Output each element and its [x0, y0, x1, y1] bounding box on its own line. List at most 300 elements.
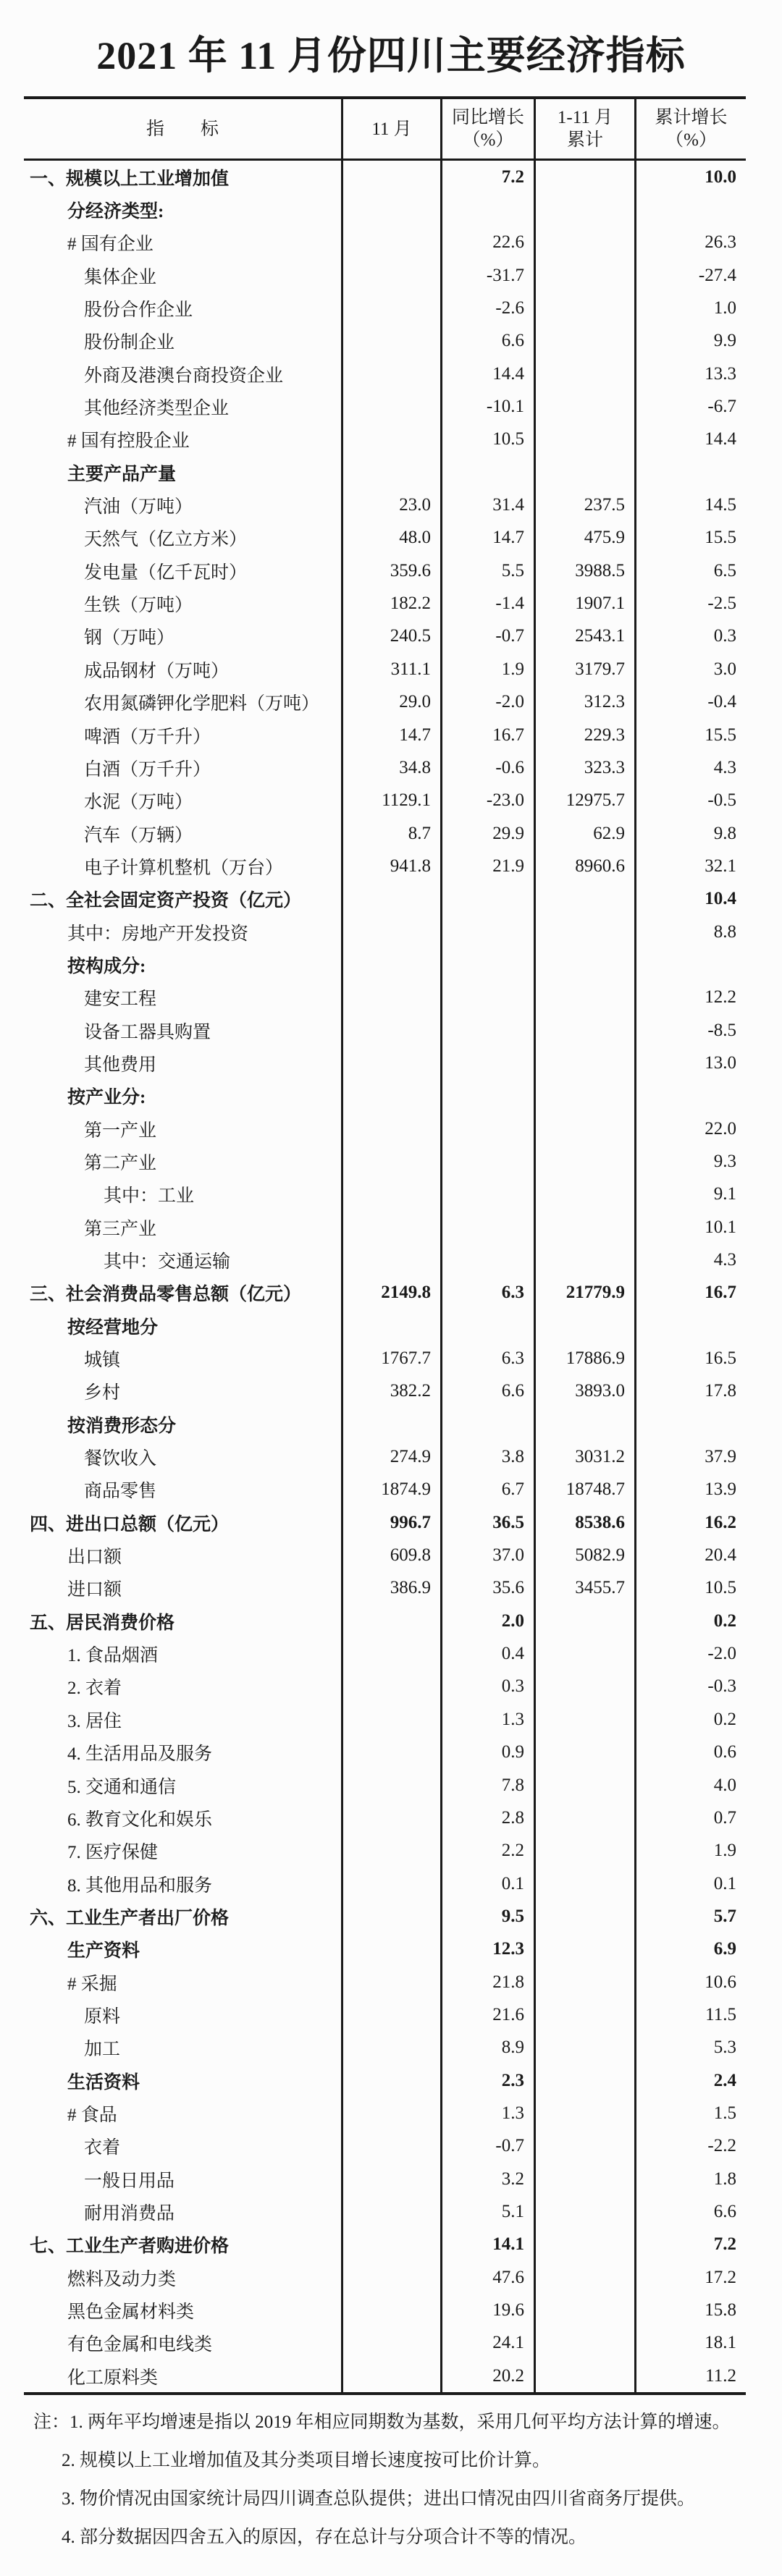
indicator-label: 一般日用品: [84, 2171, 175, 2191]
value-cell: 5.3: [634, 2032, 746, 2064]
indicator-label: 按产业分:: [67, 1088, 146, 1108]
value-cell: [534, 948, 634, 981]
value-cell: [534, 2261, 634, 2294]
table-row: [24, 1539, 746, 1571]
table-row: [24, 1145, 746, 1178]
value-cell: 29.9: [440, 817, 534, 850]
indicator-label: 按消费形态分: [67, 1416, 177, 1436]
table-row: [24, 1440, 746, 1473]
table-row: [24, 1243, 746, 1276]
value-cell: 14.5: [634, 489, 746, 521]
indicator-label: 其中：房地产开发投资: [67, 924, 249, 944]
value-cell: [341, 2327, 440, 2360]
value-cell: 1907.1: [534, 587, 634, 620]
value-cell: 996.7: [341, 1506, 440, 1539]
value-cell: [341, 1736, 440, 1769]
indicator-label: 黑色金属材料类: [67, 2302, 195, 2323]
table-row: [24, 1802, 746, 1834]
indicator-label: 7. 医疗保健: [67, 1843, 159, 1863]
value-cell: [341, 1145, 440, 1178]
value-cell: [341, 2163, 440, 2195]
value-cell: 475.9: [534, 522, 634, 554]
indicator-label: # 国有企业: [67, 235, 154, 255]
value-cell: [534, 883, 634, 916]
indicator-label: 成品钢材（万吨）: [84, 661, 230, 681]
indicator-label: 按构成分:: [67, 956, 146, 976]
header-cell-yoy-growth: [440, 99, 534, 159]
value-cell: [534, 2327, 634, 2360]
table-row: [24, 259, 746, 292]
table-row: [24, 325, 746, 358]
table-row: [24, 423, 746, 456]
value-cell: 47.6: [440, 2261, 534, 2294]
value-cell: 36.5: [440, 1506, 534, 1539]
value-cell: [341, 1080, 440, 1112]
value-cell: 17.8: [634, 1375, 746, 1408]
value-cell: [341, 1900, 440, 1933]
value-cell: -1.4: [440, 587, 534, 620]
value-cell: 2.0: [440, 1605, 534, 1637]
value-cell: [440, 1408, 534, 1440]
value-cell: 6.6: [440, 325, 534, 358]
table-row: [24, 916, 746, 948]
note-text: 1. 两年平均增速是指以 2019 年相应同期数为基数，采用几何平均方法计算的增速。: [70, 2412, 731, 2432]
table-row: [24, 1506, 746, 1539]
value-cell: [341, 2195, 440, 2228]
value-cell: [440, 981, 534, 1014]
value-cell: [534, 1112, 634, 1145]
value-cell: [534, 1047, 634, 1079]
table-row: [24, 620, 746, 653]
value-cell: [341, 2097, 440, 2129]
value-cell: 15.8: [634, 2294, 746, 2326]
table-row: [24, 1637, 746, 1670]
table-row: [24, 1112, 746, 1145]
value-cell: [534, 1998, 634, 2031]
value-cell: 16.2: [634, 1506, 746, 1539]
value-cell: -2.2: [634, 2130, 746, 2163]
value-cell: -6.7: [634, 390, 746, 423]
value-cell: 1874.9: [341, 1474, 440, 1506]
value-cell: [634, 948, 746, 981]
header-cum-line1: 1-11 月: [557, 108, 613, 127]
value-cell: [440, 193, 534, 226]
indicator-label: 一、规模以上工业增加值: [30, 169, 230, 189]
table-row: [24, 1933, 746, 1966]
value-cell: [341, 1835, 440, 1867]
value-cell: 5.7: [634, 1900, 746, 1933]
indicator-label: 其他费用: [84, 1055, 157, 1075]
value-cell: 182.2: [341, 587, 440, 620]
value-cell: [341, 292, 440, 324]
value-cell: [341, 1408, 440, 1440]
value-cell: 20.4: [634, 1539, 746, 1571]
indicator-label: 餐饮收入: [84, 1449, 157, 1469]
header-month-label: 11 月: [371, 119, 412, 139]
value-cell: 6.7: [440, 1474, 534, 1506]
table-row: [24, 554, 746, 587]
value-cell: [341, 1605, 440, 1637]
value-cell: 17.2: [634, 2261, 746, 2294]
value-cell: 10.5: [440, 423, 534, 456]
table-row: [24, 1769, 746, 1802]
indicator-label: 水泥（万吨）: [84, 793, 193, 813]
header-cell-cumulative: [534, 99, 634, 159]
header-cell-cumulative-growth: [634, 99, 746, 159]
table-header: [24, 99, 746, 161]
value-cell: 10.0: [634, 161, 746, 193]
value-cell: [440, 1178, 534, 1211]
table-row: [24, 1998, 746, 2031]
value-cell: 237.5: [534, 489, 634, 521]
table-row: [24, 1375, 746, 1408]
indicator-label: 股份合作企业: [84, 300, 193, 321]
notes: [33, 2403, 731, 2556]
value-cell: [534, 358, 634, 390]
value-cell: 6.6: [634, 2195, 746, 2228]
value-cell: 11.5: [634, 1998, 746, 2031]
header-cumgrowth-line2: （%）: [665, 130, 717, 150]
value-cell: 2543.1: [534, 620, 634, 653]
value-cell: 8.7: [341, 817, 440, 850]
header-cell-month: [341, 99, 440, 159]
table-row: [24, 587, 746, 620]
value-cell: 35.6: [440, 1572, 534, 1605]
value-cell: -0.3: [634, 1671, 746, 1703]
table-row: [24, 1867, 746, 1900]
value-cell: 0.7: [634, 1802, 746, 1834]
value-cell: [341, 1933, 440, 1966]
indicator-label: 主要产品产量: [67, 464, 177, 484]
value-cell: -0.4: [634, 686, 746, 719]
value-cell: 1.9: [440, 653, 534, 685]
value-cell: [534, 2294, 634, 2326]
value-cell: [341, 193, 440, 226]
value-cell: 22.0: [634, 1112, 746, 1145]
table-row: [24, 785, 746, 817]
value-cell: [534, 2229, 634, 2261]
indicator-label: 第三产业: [84, 1219, 157, 1239]
value-cell: 1.9: [634, 1835, 746, 1867]
value-cell: [341, 2229, 440, 2261]
indicator-label: 进口额: [67, 1580, 122, 1600]
note-prefix: 注：: [33, 2412, 70, 2432]
value-cell: 6.9: [634, 1933, 746, 1966]
value-cell: 8538.6: [534, 1506, 634, 1539]
value-cell: 29.0: [341, 686, 440, 719]
indicator-label: # 采掘: [67, 1974, 117, 1994]
value-cell: 7.2: [634, 2229, 746, 2261]
table-row: [24, 686, 746, 719]
table-row: [24, 1474, 746, 1506]
indicator-label: 建安工程: [84, 989, 157, 1010]
indicator-label: 二、全社会固定资产投资（亿元）: [30, 891, 302, 911]
table-row: [24, 1277, 746, 1309]
indicator-label: 城镇: [84, 1351, 121, 1371]
value-cell: 7.2: [440, 161, 534, 193]
value-cell: 10.4: [634, 883, 746, 916]
note-line: 3. 物价情况由国家统计局四川调查总队提供；进出口情况由四川省商务厅提供。: [62, 2489, 696, 2509]
table-row: [24, 2327, 746, 2360]
table-row: [24, 2294, 746, 2326]
value-cell: [534, 259, 634, 292]
table-row: [24, 850, 746, 882]
table-row: [24, 227, 746, 259]
value-cell: 6.3: [440, 1277, 534, 1309]
table-row: [24, 2261, 746, 2294]
value-cell: 24.1: [440, 2327, 534, 2360]
indicator-label: 4. 生活用品及服务: [67, 1744, 213, 1765]
value-cell: 5.5: [440, 554, 534, 587]
value-cell: 21.8: [440, 1966, 534, 1998]
value-cell: [341, 325, 440, 358]
value-cell: -2.6: [440, 292, 534, 324]
value-cell: [341, 1309, 440, 1342]
indicator-label: 加工: [84, 2040, 121, 2060]
value-cell: [440, 1080, 534, 1112]
indicator-label: 钢（万吨）: [84, 628, 175, 649]
indicator-label: 按经营地分: [67, 1317, 159, 1338]
value-cell: 9.8: [634, 817, 746, 850]
indicator-label: 耐用消费品: [84, 2203, 175, 2224]
table-row: [24, 2360, 746, 2392]
value-cell: 15.5: [634, 719, 746, 751]
value-cell: 3893.0: [534, 1375, 634, 1408]
table-row: [24, 751, 746, 784]
value-cell: 2149.8: [341, 1277, 440, 1309]
value-cell: 3031.2: [534, 1440, 634, 1473]
value-cell: [534, 456, 634, 489]
value-cell: [341, 1671, 440, 1703]
indicator-label: 其中：工业: [104, 1186, 195, 1207]
value-cell: [534, 1769, 634, 1802]
value-cell: 3.0: [634, 653, 746, 685]
value-cell: 6.5: [634, 554, 746, 587]
value-cell: [440, 1243, 534, 1276]
value-cell: 10.5: [634, 1572, 746, 1605]
indicator-label: 五、居民消费价格: [30, 1613, 175, 1633]
value-cell: 274.9: [341, 1440, 440, 1473]
value-cell: [534, 1802, 634, 1834]
value-cell: 5.1: [440, 2195, 534, 2228]
value-cell: 8.8: [634, 916, 746, 948]
value-cell: -23.0: [440, 785, 534, 817]
value-cell: [341, 1637, 440, 1670]
indicators-table-body: [24, 161, 746, 2392]
value-cell: 17886.9: [534, 1342, 634, 1374]
value-cell: [534, 423, 634, 456]
indicators-table: [24, 96, 746, 2395]
table-row: [24, 1309, 746, 1342]
indicator-label: 生活资料: [67, 2072, 140, 2093]
value-cell: 2.8: [440, 1802, 534, 1834]
value-cell: 12.3: [440, 1933, 534, 1966]
value-cell: [534, 1243, 634, 1276]
value-cell: [534, 1933, 634, 1966]
value-cell: 382.2: [341, 1375, 440, 1408]
value-cell: 1.3: [440, 2097, 534, 2129]
value-cell: [341, 1703, 440, 1736]
value-cell: 34.8: [341, 751, 440, 784]
value-cell: 31.4: [440, 489, 534, 521]
indicator-label: 乡村: [84, 1383, 121, 1403]
table-row: [24, 390, 746, 423]
indicator-label: 1. 食品烟酒: [67, 1646, 159, 1666]
value-cell: 386.9: [341, 1572, 440, 1605]
value-cell: 18748.7: [534, 1474, 634, 1506]
value-cell: [534, 1178, 634, 1211]
value-cell: [341, 2261, 440, 2294]
value-cell: 32.1: [634, 850, 746, 882]
value-cell: -2.0: [440, 686, 534, 719]
value-cell: [634, 456, 746, 489]
value-cell: [341, 948, 440, 981]
table-row: [24, 653, 746, 685]
indicator-label: 衣着: [84, 2138, 121, 2158]
indicator-label: 股份制企业: [84, 333, 175, 353]
value-cell: 16.7: [634, 1277, 746, 1309]
indicator-label: 生铁（万吨）: [84, 596, 193, 616]
value-cell: 8960.6: [534, 850, 634, 882]
value-cell: 37.0: [440, 1539, 534, 1571]
value-cell: [634, 193, 746, 226]
value-cell: [534, 1703, 634, 1736]
value-cell: -0.6: [440, 751, 534, 784]
value-cell: 9.3: [634, 1145, 746, 1178]
value-cell: [341, 2130, 440, 2163]
value-cell: [534, 161, 634, 193]
value-cell: 20.2: [440, 2360, 534, 2392]
value-cell: [534, 1211, 634, 1243]
value-cell: [341, 161, 440, 193]
table-row: [24, 1671, 746, 1703]
value-cell: 10.6: [634, 1966, 746, 1998]
table-row: [24, 1014, 746, 1047]
value-cell: 1767.7: [341, 1342, 440, 1374]
table-row: [24, 2064, 746, 2097]
value-cell: [341, 1867, 440, 1900]
value-cell: [341, 1966, 440, 1998]
note-line: 2. 规模以上工业增加值及其分类项目增长速度按可比价计算。: [62, 2451, 551, 2470]
value-cell: [534, 1835, 634, 1867]
indicator-label: 化工原料类: [67, 2368, 159, 2388]
value-cell: [534, 1014, 634, 1047]
value-cell: 3.8: [440, 1440, 534, 1473]
value-cell: [534, 2163, 634, 2195]
value-cell: [534, 1145, 634, 1178]
value-cell: 0.1: [440, 1867, 534, 1900]
value-cell: 11.2: [634, 2360, 746, 2392]
value-cell: [634, 1080, 746, 1112]
value-cell: [534, 981, 634, 1014]
table-row: [24, 883, 746, 916]
table-row: [24, 1703, 746, 1736]
value-cell: 23.0: [341, 489, 440, 521]
indicator-label: 农用氮磷钾化学肥料（万吨）: [84, 694, 320, 714]
value-cell: [534, 1605, 634, 1637]
table-row: [24, 1605, 746, 1637]
value-cell: 1129.1: [341, 785, 440, 817]
value-cell: [440, 1211, 534, 1243]
indicator-label: 啤酒（万千升）: [84, 727, 211, 747]
value-cell: 13.3: [634, 358, 746, 390]
indicator-label: 其他经济类型企业: [84, 399, 230, 419]
table-row: [24, 1572, 746, 1605]
value-cell: [534, 193, 634, 226]
page-title: 2021 年 11 月份四川主要经济指标: [96, 34, 686, 77]
table-row: [24, 1736, 746, 1769]
value-cell: [440, 1047, 534, 1079]
value-cell: 18.1: [634, 2327, 746, 2360]
header-cumgrowth-line1: 累计增长: [655, 108, 728, 127]
table-row: [24, 2229, 746, 2261]
table-row: [24, 161, 746, 193]
indicator-label: 2. 衣着: [67, 1678, 122, 1699]
value-cell: 4.0: [634, 1769, 746, 1802]
value-cell: 12975.7: [534, 785, 634, 817]
value-cell: [341, 1769, 440, 1802]
table-row: [24, 358, 746, 390]
note-line: 4. 部分数据因四舍五入的原因，存在总计与分项合计不等的情况。: [62, 2528, 587, 2547]
table-row: [24, 456, 746, 489]
value-cell: -0.7: [440, 620, 534, 653]
indicator-label: 发电量（亿千瓦时）: [84, 562, 248, 583]
value-cell: [341, 2064, 440, 2097]
value-cell: 19.6: [440, 2294, 534, 2326]
value-cell: 21.6: [440, 1998, 534, 2031]
value-cell: 2.2: [440, 1835, 534, 1867]
value-cell: [341, 1112, 440, 1145]
value-cell: [341, 981, 440, 1014]
table-row: [24, 193, 746, 226]
value-cell: [341, 358, 440, 390]
indicator-label: 出口额: [67, 1547, 122, 1568]
value-cell: 2.4: [634, 2064, 746, 2097]
value-cell: [341, 1014, 440, 1047]
table-row: [24, 1211, 746, 1243]
value-cell: [341, 2360, 440, 2392]
value-cell: [440, 1112, 534, 1145]
indicator-label: 生产资料: [67, 1941, 140, 1961]
value-cell: 0.9: [440, 1736, 534, 1769]
value-cell: [341, 2294, 440, 2326]
value-cell: 26.3: [634, 227, 746, 259]
value-cell: -2.0: [634, 1637, 746, 1670]
indicator-label: 设备工器具购置: [84, 1022, 211, 1042]
value-cell: 1.0: [634, 292, 746, 324]
indicator-label: 汽车（万辆）: [84, 825, 193, 845]
value-cell: [534, 292, 634, 324]
value-cell: [534, 1900, 634, 1933]
value-cell: -31.7: [440, 259, 534, 292]
value-cell: -27.4: [634, 259, 746, 292]
value-cell: 3179.7: [534, 653, 634, 685]
value-cell: [534, 1309, 634, 1342]
header-indicator-label: 指 标: [146, 119, 219, 139]
value-cell: 16.7: [440, 719, 534, 751]
value-cell: [341, 883, 440, 916]
table-row: [24, 1900, 746, 1933]
value-cell: 359.6: [341, 554, 440, 587]
value-cell: [341, 259, 440, 292]
value-cell: [534, 2195, 634, 2228]
value-cell: 21.9: [440, 850, 534, 882]
value-cell: [534, 2360, 634, 2392]
indicator-label: # 国有控股企业: [67, 431, 190, 452]
value-cell: [341, 1211, 440, 1243]
indicator-label: 8. 其他用品和服务: [67, 1875, 213, 1896]
value-cell: [534, 1966, 634, 1998]
